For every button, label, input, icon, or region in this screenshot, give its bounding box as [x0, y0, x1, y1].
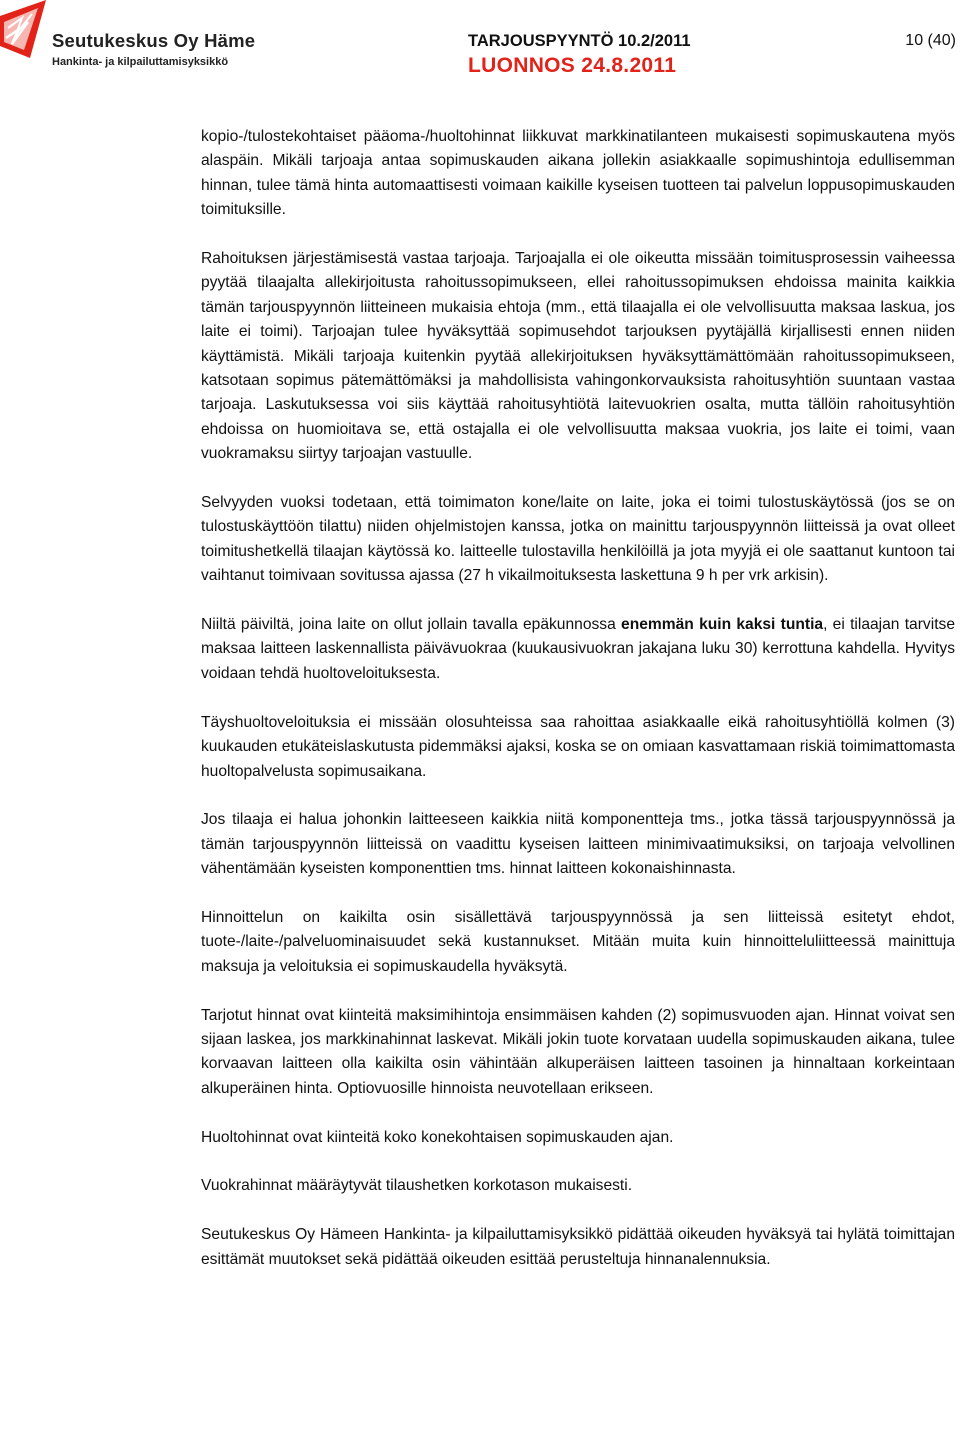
paragraph: Hinnoittelun on kaikilta osin sisällettävä tarjouspyynnössä ja sen liitteissä esitetyt ehdot, tuote-/laite-/palveluominaisuudet sekä kustannukset. Mitään muita kuin hinnoitteluliitteessä mainittuja maksuja ja veloituksia ei sopimuskaudella hyväksytä. — [201, 908, 955, 975]
organization-name: Seutukeskus Oy Häme — [52, 30, 256, 51]
paragraph: Vuokrahinnat määräytyvät tilaushetken korkotason mukaisesti. — [201, 1177, 633, 1195]
paragraph: Selvyyden vuoksi todetaan, että toimimaton kone/laite on laite, joka ei toimi tulostuskäytössä (jos se on tulostuskäyttöön tilattu) niiden ohjelmistojen kanssa, jotka on mainittu tarjouspyynnön liitteissä ja ovat olleet toimitushetkellä tilaajan käytössä ko. laitteelle tulostavilla henkilöillä ja jota myyjä ei ole saattanut kuntoon tai vaihtanut toimivaan sovitussa ajassa (27 h vikailmoituksesta laskettuna 9 h per vrk arkisin). — [201, 494, 955, 585]
paragraph: Rahoituksen järjestämisestä vastaa tarjoaja. Tarjoajalla ei ole oikeutta missään toimitusprosessin vaiheessa pyytää tilaajalta allekirjoitusta rahoitussopimukseen, ellei rahoitussopimuksen ehdoissa mainita kaikkia tämän tarjouspyynnön liitteineen mukaisia ehtoja (mm., että tilaajalla ei ole velvollisuutta maksaa laskua, jos laite ei toimi). Tarjoajan tulee hyväksyttää sopimusehdot tarjouksen pyytäjällä kirjallisesti ennen niiden käyttämistä. Mikäli tarjoaja kuitenkin pyytää allekirjoituksen hyväksyttämättömään rahoitussopimukseen, katsotaan sopimus pätemättömäksi ja mahdollisista vahingonkorvauksista rahoitusyhtiön suuntaan vastaa tarjoaja. Laskutuksessa voi siis käyttää rahoitusyhtiötä laitevuokrien osalta, mutta tällöin rahoitusyhtiön ehdoissa on huomioitava se, että ostajalla ei ole velvollisuutta maksaa vuokria, jos laite ei toimi, vaan vuokramaksu siirtyy tarjoajan vastuulle. — [201, 250, 955, 463]
seutukeskus-logo-icon — [0, 0, 52, 60]
paragraph: Huoltohinnat ovat kiinteitä koko konekohtaisen sopimuskauden ajan. — [201, 1128, 674, 1146]
paragraph: kopio-/tulostekohtaiset pääoma-/huoltohinnat liikkuvat markkinatilanteen mukaisesti sopimuskautena myös alaspäin. Mikäli tarjoaja antaa sopimuskauden aikana jollekin asiakkaalle sopimushintoja edullisemman hinnan, tulee tämä hinta automaattisesti voimaan kaikille kyseisen tuotteen tai palvelun loppusopimuskauden toimituksille. — [201, 128, 955, 219]
paragraph — [201, 613, 955, 686]
organization-subtitle: Hankinta- ja kilpailuttamisyksikkö — [52, 56, 229, 68]
paragraph-text: , ei tilaajan tarvitse maksaa laitteen laskennallista päivävuokraa (kuukausivuokran jakajana luku 30) kerrottuna kahdella. Hyvitys voidaan tehdä huoltoveloituksesta. — [201, 616, 955, 682]
paragraph-text: Niiltä päiviltä, joina laite on ollut jollain tavalla epäkunnossa — [201, 616, 622, 634]
paragraph: Seutukeskus Oy Hämeen Hankinta- ja kilpailuttamisyksikkö pidättää oikeuden hyväksyä tai hylätä toimittajan esittämät muutokset sekä pidättää oikeuden esittää perusteltuja hinnanalennuksia. — [201, 1226, 955, 1268]
page-header — [0, 0, 960, 82]
paragraph: Jos tilaaja ei halua johonkin laitteeseen kaikkia niitä komponentteja tms., jotka tässä tarjouspyynnössä ja tämän tarjouspyynnön liitteissä on vaadittu kyseisen laitteen minimivaatimuksiksi, on tarjoaja velvollinen vähentämään kyseisten komponenttien tms. hinnat laitteen kokonaishinnasta. — [201, 811, 955, 878]
document-body — [201, 125, 955, 1296]
paragraph: Täyshuoltoveloituksia ei missään olosuhteissa saa rahoittaa asiakkaalle eikä rahoitusyhtiöllä kolmen (3) kuukauden etukäteislaskutusta pidemmäksi ajaksi, koska se on omiaan kasvattamaan riskiä toimimattomasta huoltopalvelusta sopimusaikana. — [201, 713, 955, 780]
document-title: TARJOUSPYYNTÖ 10.2/2011 — [468, 32, 691, 50]
page-number: 10 (40) — [905, 32, 956, 49]
emphasis-text: enemmän kuin kaksi tuntia — [621, 616, 824, 634]
draft-label: LUONNOS 24.8.2011 — [468, 54, 677, 77]
paragraph: Tarjotut hinnat ovat kiinteitä maksimihintoja ensimmäisen kahden (2) sopimusvuoden ajan. Hinnat voivat sen sijaan laskea, jos markkinahinnat laskevat. Mikäli jokin tuote korvataan uudella sopimuskauden aikana, tulee korvaavan laitteen olla kaikilta osin vähintään alkuperäisen laitteen tasoinen ja hinnaltaan korkeintaan alkuperäinen hinta. Optiovuosille hinnoista neuvotellaan erikseen. — [201, 1006, 955, 1097]
